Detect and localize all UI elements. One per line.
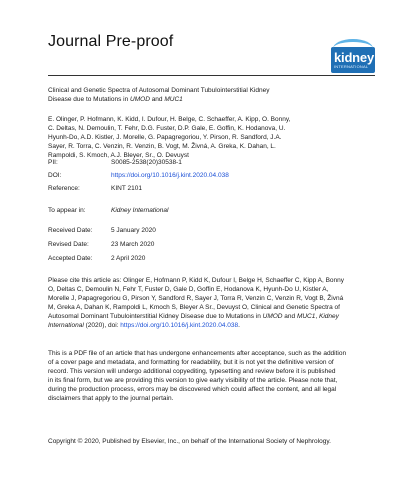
meta-value: KINT 2101 <box>111 185 142 192</box>
meta-label: Accepted Date: <box>48 255 93 262</box>
journal-name: Kidney International <box>111 207 169 214</box>
meta-value: 23 March 2020 <box>111 241 155 248</box>
logo-wordmark: kidney <box>334 50 374 65</box>
notice-line: of a cover page and metadata, and formatting for readability, but it is not yet the definitive version of <box>48 359 334 366</box>
citation-text: Autosomal Dominant Tubulointerstitial Kidney Disease due to Mutations in <box>48 313 263 320</box>
journal-pre-proof-heading: Journal Pre-proof <box>48 33 174 50</box>
meta-label: Received Date: <box>48 227 93 234</box>
doi-link[interactable]: https://doi.org/10.1016/j.kint.2020.04.038 <box>111 172 229 179</box>
meta-label: Revised Date: <box>48 241 89 248</box>
kidney-international-logo <box>331 47 375 73</box>
citation-doi-link[interactable]: https://doi.org/10.1016/j.kint.2020.04.038 <box>120 322 239 329</box>
citation-text: , <box>315 313 319 320</box>
notice-line: disclaimers that apply to the journal pertain. <box>48 395 174 402</box>
meta-value: 5 January 2020 <box>111 227 156 234</box>
pdf-notice-paragraph <box>48 349 368 403</box>
logo-subtitle: INTERNATIONAL <box>334 64 369 69</box>
citation-line <box>48 321 368 330</box>
title-text: Disease due to Mutations in <box>48 96 131 103</box>
citation-line: Please cite this article as: Olinger E, Hofmann P, Kidd K, Dufour I, Belge H, Schaeffer C, Kipp A, Bonny <box>48 277 345 284</box>
notice-line: record. This version will undergo additional copyediting, typesetting and review before it is published <box>48 368 336 375</box>
citation-paragraph <box>48 276 368 330</box>
title-gene-umod: UMOD <box>130 96 150 103</box>
meta-label: Reference: <box>48 185 80 192</box>
notice-line: This is a PDF file of an article that has undergone enhancements after acceptance, such as the addition <box>48 350 347 357</box>
citation-journal: International <box>48 322 84 329</box>
citation-text: and <box>282 313 297 320</box>
citation-line: O, Deltas C, Demoulin N, Fehr T, Fuster D, Gale D, Goffin E, Hodanova K, Hyunh-Do U, Kistler A, <box>48 286 329 293</box>
meta-label: DOI: <box>48 172 62 179</box>
header-divider <box>48 75 375 76</box>
citation-line <box>48 312 368 321</box>
article-title-line-2 <box>48 95 298 104</box>
meta-label: PII: <box>48 159 58 166</box>
citation-text: (2020), doi: <box>83 322 121 329</box>
author-line: C. Deltas, N. Demoulin, T. Fehr, D.G. Fuster, D.P. Gale, E. Goffin, K. Hodanova, U. <box>48 125 286 132</box>
author-line: Sayer, R. Torra, C. Venzin, R. Venzin, B. Vogt, M. Živná, A. Greka, K. Dahan, L. <box>48 143 276 150</box>
citation-line: Morelle J, Papagregoriou G, Pirson Y, Sandford R, Sayer J, Torra R, Venzin C, Venzin R, Vogt B, Živná <box>48 295 344 302</box>
meta-value: S0085-2538(20)30538-1 <box>111 159 182 166</box>
copyright-notice: Copyright © 2020, Published by Elsevier, Inc., on behalf of the International Society of Nephrology. <box>48 438 331 445</box>
title-gene-muc1: MUC1 <box>164 96 183 103</box>
notice-line: in its final form, but we are providing this version to give early visibility of the article. Please note that, <box>48 377 338 384</box>
author-list <box>48 115 368 160</box>
citation-line: M, Greka A, Dahan K, Rampoldi L, Kmoch S, Bleyer A Sr., Devuyst O, Clinical and Genetic Spectra of <box>48 304 340 311</box>
article-title <box>48 86 298 104</box>
citation-gene-umod: UMOD <box>262 313 283 320</box>
article-title-line-1: Clinical and Genetic Spectra of Autosomal Dominant Tubulointerstitial Kidney <box>48 87 270 94</box>
author-line: E. Olinger, P. Hofmann, K. Kidd, I. Dufour, H. Belge, C. Schaeffer, A. Kipp, O. Bonny, <box>48 116 291 123</box>
title-text: and <box>149 96 165 103</box>
author-line: Hyunh-Do, A.D. Kistler, J. Morelle, G. Papagregoriou, Y. Pirson, R. Sandford, J.A. <box>48 134 282 141</box>
meta-label: To appear in: <box>48 207 86 214</box>
citation-journal: Kidney <box>319 313 339 320</box>
citation-text: . <box>238 322 240 329</box>
meta-value: 2 April 2020 <box>111 255 146 262</box>
citation-gene-muc1: MUC1 <box>296 313 316 320</box>
author-line: Rampoldi, S. Kmoch, A.J. Bleyer, Sr., O. Devuyst <box>48 152 189 159</box>
notice-line: during the production process, errors may be discovered which could affect the content, and all legal <box>48 386 337 393</box>
